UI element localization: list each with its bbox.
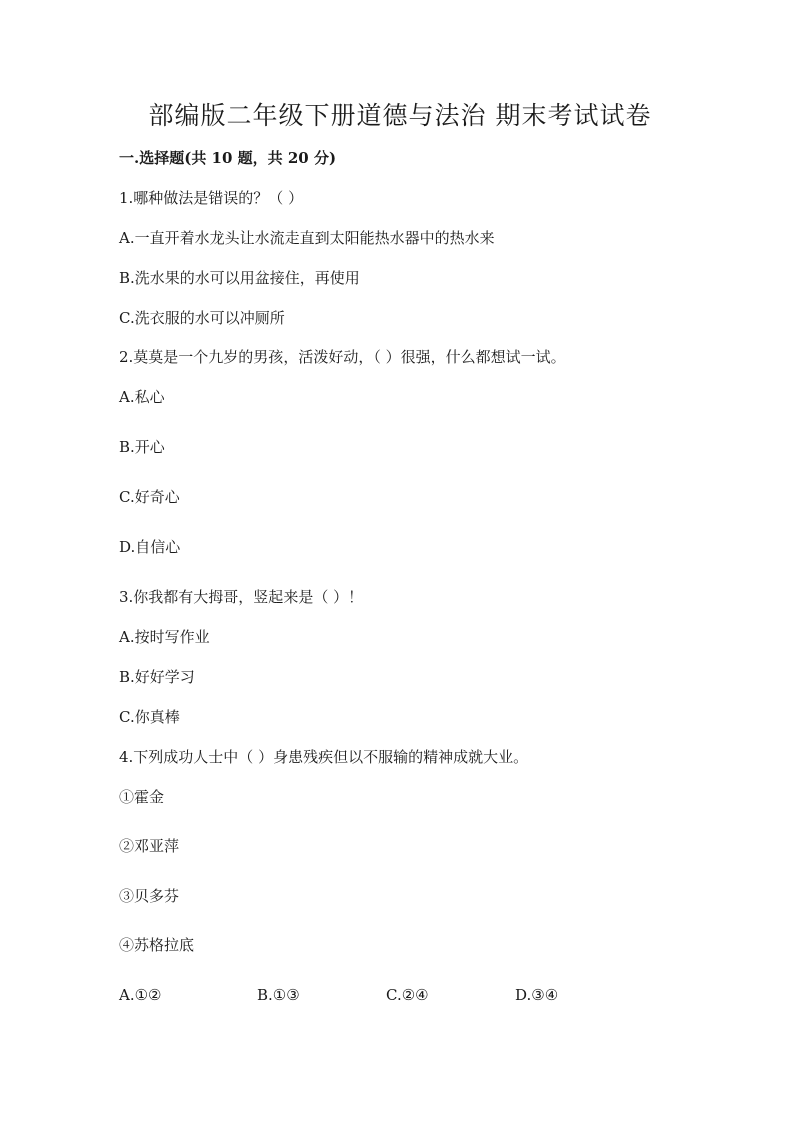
question-1-stem: 1.哪种做法是错误的？（ ） xyxy=(119,189,304,207)
question-1-option-b: B.洗水果的水可以用盆接住，再使用 xyxy=(119,269,360,287)
question-1-option-a: A.一直开着水龙头让水流走直到太阳能热水器中的热水来 xyxy=(119,229,495,247)
question-4-item-1: ①霍金 xyxy=(119,788,165,806)
question-2-option-b: B.开心 xyxy=(119,438,165,456)
question-3-option-c: C.你真棒 xyxy=(119,708,180,726)
question-4-item-4: ④苏格拉底 xyxy=(119,936,195,954)
question-2-option-d: D.自信心 xyxy=(119,538,181,556)
question-4-option-b: B.①③ xyxy=(257,986,300,1004)
exam-title: 部编版二年级下册道德与法治 期末考试试卷 xyxy=(148,101,652,130)
question-4-item-2: ②邓亚萍 xyxy=(119,837,180,855)
question-4-option-c: C.②④ xyxy=(386,986,429,1004)
question-4-stem: 4.下列成功人士中（ ）身患残疾但以不服输的精神成就大业。 xyxy=(119,748,529,766)
question-3-stem: 3.你我都有大拇哥，竖起来是（ ）！ xyxy=(119,588,364,606)
section-heading: 一.选择题(共 10 题，共 20 分) xyxy=(119,149,337,167)
question-2-option-a: A.私心 xyxy=(119,388,165,406)
question-1-option-c: C.洗衣服的水可以冲厕所 xyxy=(119,309,285,327)
question-2-option-c: C.好奇心 xyxy=(119,488,180,506)
question-3-option-a: A.按时写作业 xyxy=(119,628,210,646)
question-4-item-3: ③贝多芬 xyxy=(119,887,180,905)
question-3-option-b: B.好好学习 xyxy=(119,668,195,686)
question-4-options-row xyxy=(0,985,800,1005)
question-4-option-d: D.③④ xyxy=(515,986,559,1004)
question-2-stem: 2.莫莫是一个九岁的男孩，活泼好动，（ ）很强，什么都想试一试。 xyxy=(119,348,566,366)
question-4-option-a: A.①② xyxy=(119,986,162,1004)
